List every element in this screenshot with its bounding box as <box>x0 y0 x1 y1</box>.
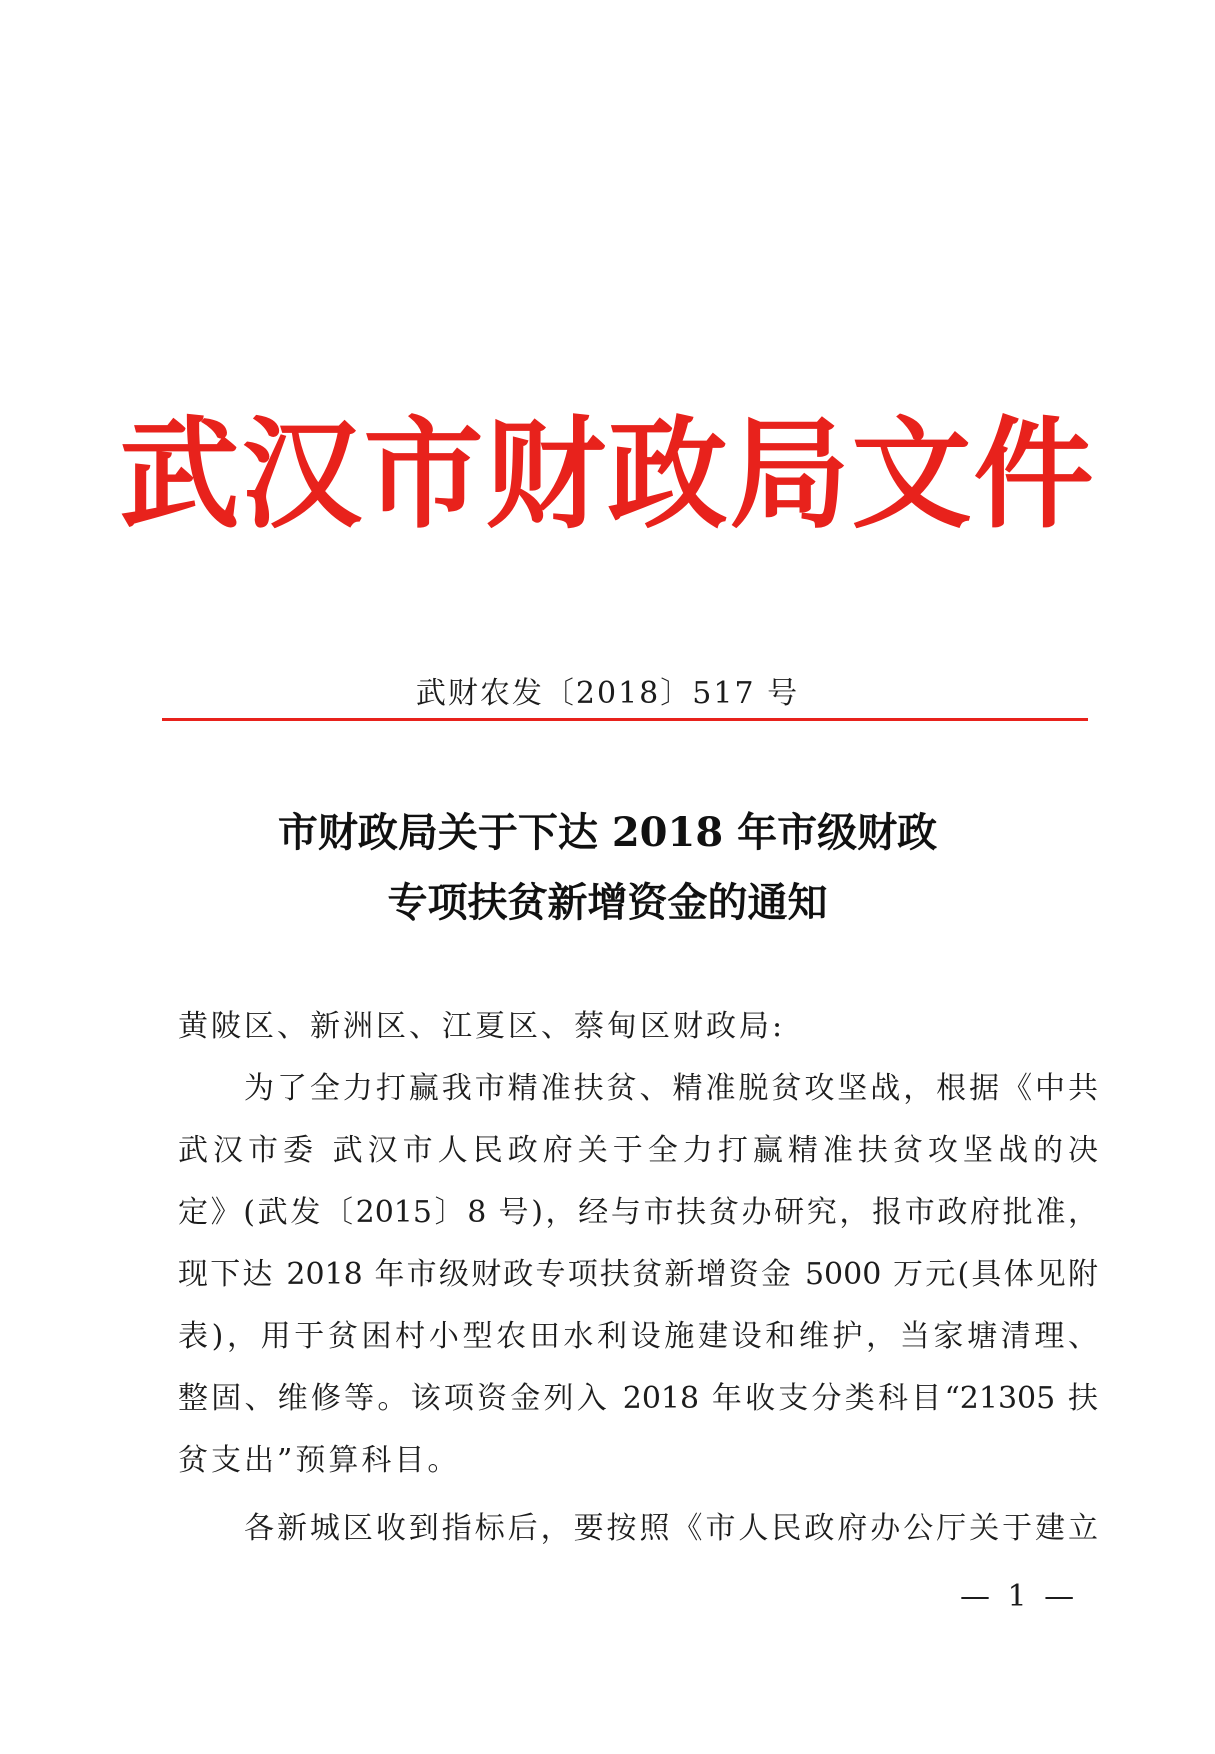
body-paragraph-2 <box>178 1498 1098 1560</box>
paragraph-line: 表)，用于贫困村小型农田水利设施建设和维护，当家塘清理、 <box>178 1319 1098 1354</box>
red-divider-line <box>162 718 1088 721</box>
paragraph-line: 定》(武发〔2015〕8 号)，经与市扶贫办研究，报市政府批准， <box>178 1195 1098 1230</box>
page-number: — 1 — <box>960 1579 1079 1614</box>
document-number: 武财农发〔2018〕517 号 <box>415 676 800 711</box>
body-paragraph-1 <box>178 1058 1098 1492</box>
paragraph-line: 武汉市委 武汉市人民政府关于全力打赢精准扶贫攻坚战的决 <box>178 1133 1098 1168</box>
document-title-line-2: 专项扶贫新增资金的通知 <box>387 879 828 926</box>
header-title: 武汉市财政局文件 <box>119 404 1096 545</box>
document-title-line-1: 市财政局关于下达 2018 年市级财政 <box>277 809 938 856</box>
paragraph-line: 为了全力打赢我市精准扶贫、精准脱贫攻坚战，根据《中共 <box>244 1071 1098 1106</box>
paragraph-line: 贫支出”预算科目。 <box>178 1443 461 1478</box>
salutation: 黄陂区、新洲区、江夏区、蔡甸区财政局: <box>178 1009 786 1044</box>
paragraph-line: 各新城区收到指标后，要按照《市人民政府办公厅关于建立 <box>244 1511 1098 1546</box>
document-title <box>0 798 1215 938</box>
paragraph-line: 现下达 2018 年市级财政专项扶贫新增资金 5000 万元(具体见附 <box>178 1257 1098 1292</box>
paragraph-line: 整固、维修等。该项资金列入 2018 年收支分类科目“21305 扶 <box>178 1381 1098 1416</box>
